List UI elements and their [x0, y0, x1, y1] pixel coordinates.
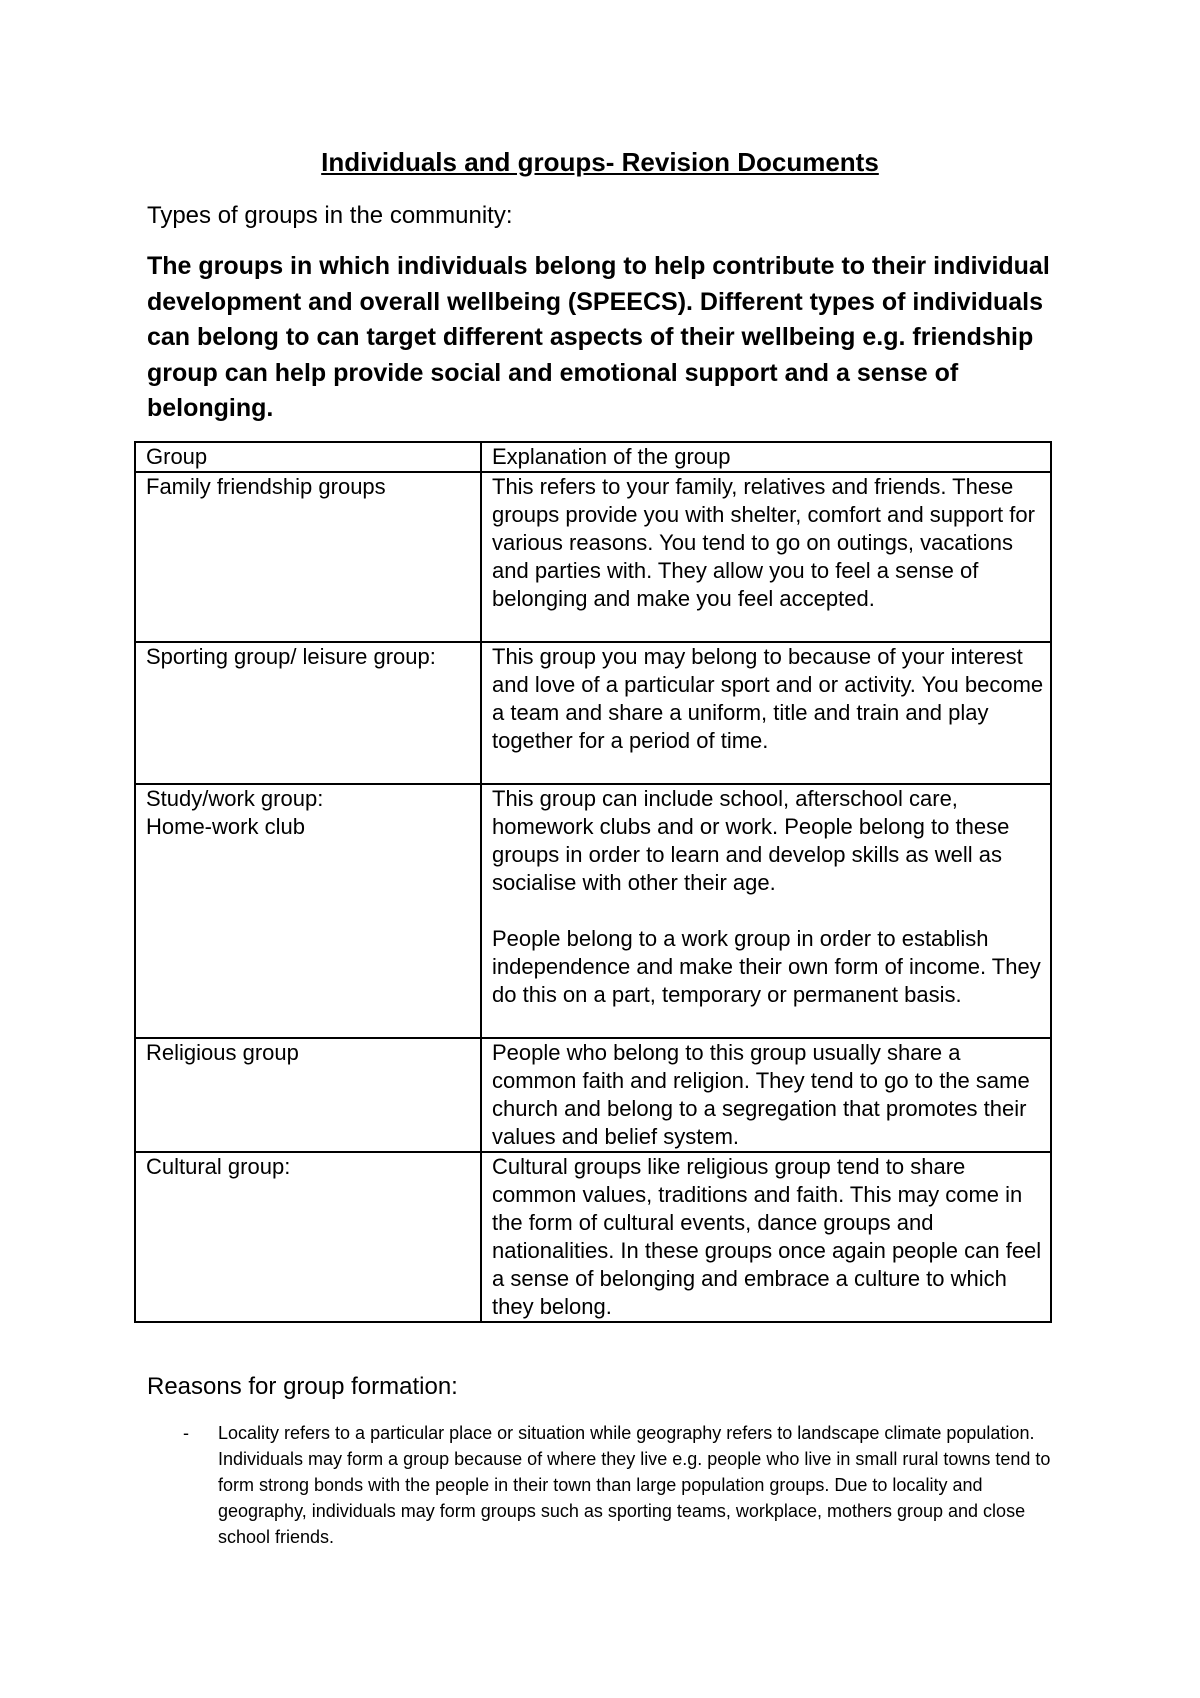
page-title: Individuals and groups- Revision Documents [321, 147, 879, 177]
group-name: Religious group [146, 1040, 299, 1065]
group-explanation-cell [481, 1038, 1051, 1152]
group-explanation-cell [481, 1152, 1051, 1322]
intro-paragraph: The groups in which individuals belong to help contribute to their individual development and overall wellbeing (SPEECS). Different types of individuals can belong to can target different aspects of their wellbeing e.g. friendship group can help provide social and emotional support and a sense of belonging. [147, 252, 1050, 422]
group-name-cell [135, 472, 481, 642]
group-explanation-cell [481, 472, 1051, 642]
table-header-cell: Group [135, 442, 481, 472]
group-explanation-cell [481, 642, 1051, 784]
groups-table [134, 441, 1052, 1323]
list-item [147, 1420, 1067, 1550]
group-subname: Home-work club [146, 814, 305, 839]
group-name-cell [135, 1038, 481, 1152]
table-header-row [135, 442, 1051, 472]
list-item-text: Locality refers to a particular place or situation while geography refers to landscape climate population. Individuals may form a group because of where they live e.g. people who live in small rural towns tend to form strong bonds with the people in their town than large population groups. Due to locality and geography, individuals may form groups such as sporting teams, workplace, mothers group and close school friends. [218, 1423, 1051, 1547]
group-explanation-cell [481, 784, 1051, 1038]
reasons-list [147, 1420, 1067, 1550]
group-name-cell [135, 1152, 481, 1322]
table-row [135, 642, 1051, 784]
group-explanation: People who belong to this group usually share a common faith and religion. They tend to go to the same church and belong to a segregation that promotes their values and belief system. [492, 1040, 1030, 1149]
group-name: Sporting group/ leisure group: [146, 644, 436, 669]
table-row [135, 1038, 1051, 1152]
group-name-cell [135, 784, 481, 1038]
section-subheading: Types of groups in the community: [147, 202, 513, 229]
group-explanation: People belong to a work group in order to establish independence and make their own form of income. They do this on a part, temporary or permanent basis. [492, 926, 1041, 1007]
group-name: Family friendship groups [146, 474, 386, 499]
table-row [135, 784, 1051, 1038]
group-name: Study/work group: [146, 786, 324, 811]
group-explanation: This group can include school, afterschool care, homework clubs and or work. People belong to these groups in order to learn and develop skills as well as socialise with other their age. [492, 786, 1010, 895]
table-header-cell: Explanation of the group [481, 442, 1051, 472]
group-name: Cultural group: [146, 1154, 291, 1179]
group-name-cell [135, 642, 481, 784]
group-explanation: This refers to your family, relatives and friends. These groups provide you with shelter, comfort and support for various reasons. You tend to go on outings, vacations and parties with. They allow you to feel a sense of belonging and make you feel accepted. [492, 474, 1035, 611]
group-explanation: This group you may belong to because of your interest and love of a particular sport and or activity. You become a team and share a uniform, title and train and play together for a period of time. [492, 644, 1044, 753]
bullet-marker: - [183, 1423, 189, 1443]
table-row [135, 1152, 1051, 1322]
reasons-heading: Reasons for group formation: [147, 1373, 458, 1400]
group-explanation: Cultural groups like religious group tend to share common values, traditions and faith. This may come in the form of cultural events, dance groups and nationalities. In these groups once again people can feel a sense of belonging and embrace a culture to which they belong. [492, 1154, 1042, 1319]
table-row [135, 472, 1051, 642]
